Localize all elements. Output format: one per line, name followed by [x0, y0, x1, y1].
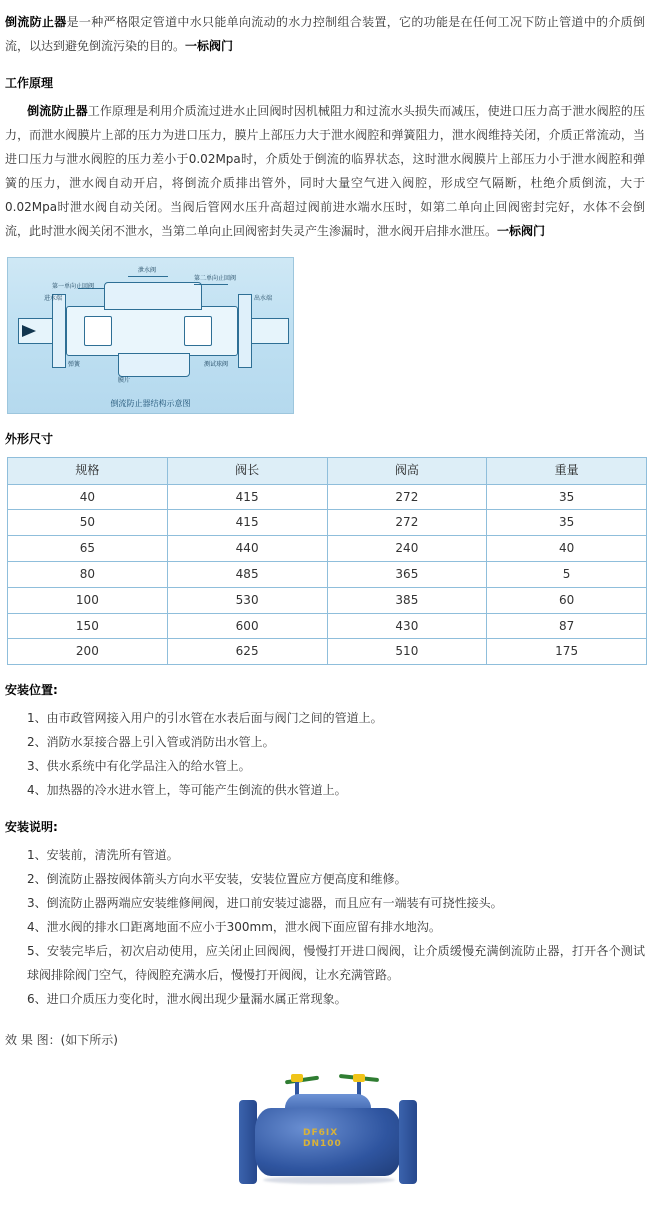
list-item: 2、消防水泵接合器上引入管或消防出水管上。 — [27, 734, 275, 749]
diagram-drain-chamber — [118, 353, 190, 377]
install-notes-list — [5, 843, 645, 1011]
table-row — [8, 613, 647, 639]
valve-marking — [303, 1128, 342, 1151]
table-cell: 415 — [167, 484, 327, 510]
install-notes-title: 安装说明: — [5, 819, 58, 834]
list-item: 1、安装前，清洗所有管道。 — [27, 847, 179, 862]
intro-tail-brand: 一标阀门 — [185, 39, 234, 53]
table-cell: 440 — [167, 536, 327, 562]
table-cell: 600 — [167, 613, 327, 639]
intro-text: 是一种严格限定管道中水只能单向流动的水力控制组合装置，它的功能是在任何工况下防止管道中的介质倒流，以达到避免倒流污染的目的。 — [5, 15, 645, 53]
diagram-leader-line — [128, 276, 168, 277]
table-cell: 530 — [167, 587, 327, 613]
table-cell: 625 — [167, 639, 327, 665]
table-cell: 35 — [487, 510, 647, 536]
table-row — [8, 536, 647, 562]
table-cell: 50 — [8, 510, 168, 536]
diagram-inlet-flange — [52, 294, 66, 368]
valve-knob-left — [291, 1074, 303, 1082]
diagram-first-check-valve — [84, 316, 112, 346]
diagram-flow-arrow-icon — [22, 325, 36, 337]
dimensions-title: 外形尺寸 — [5, 431, 54, 446]
intro-lead: 倒流防止器 — [5, 15, 67, 29]
principle-tail-brand: 一标阀门 — [497, 223, 546, 238]
table-row — [8, 510, 647, 536]
principle-title: 工作原理 — [5, 76, 54, 90]
diagram-label-1: 第一单向止回阀 — [52, 282, 95, 290]
principle-paragraph — [5, 99, 645, 243]
install-position-list — [5, 706, 645, 802]
diagram-top-chamber — [104, 282, 202, 310]
table-cell: 240 — [327, 536, 487, 562]
table-header-cell: 重量 — [487, 457, 647, 484]
valve-marking-line2: DN100 — [303, 1138, 342, 1149]
diagram-outlet-flange — [238, 294, 252, 368]
table-cell: 272 — [327, 484, 487, 510]
table-cell: 87 — [487, 613, 647, 639]
valve-knob-right — [353, 1074, 365, 1082]
diagram-label-5: 测试球阀 — [204, 360, 229, 368]
intro-paragraph — [5, 10, 645, 58]
table-cell: 510 — [327, 639, 487, 665]
diagram-label-4: 出水端 — [254, 294, 273, 302]
valve-flange-right — [399, 1100, 417, 1184]
table-cell: 150 — [8, 613, 168, 639]
table-row — [8, 484, 647, 510]
table-cell: 5 — [487, 561, 647, 587]
table-cell: 415 — [167, 510, 327, 536]
list-item: 5、安装完毕后，初次启动使用，应关闭止回阀阀，慢慢打开进口阀阀，让介质缓慢充满倒流防止器，打开各个测试球阀排除阀门空气，待阀腔充满水后，慢慢打开阀阀，让水充满管路。 — [27, 943, 645, 982]
structure-diagram — [7, 257, 294, 414]
principle-lead: 倒流防止器 — [27, 103, 88, 118]
table-row — [8, 561, 647, 587]
table-cell: 40 — [487, 536, 647, 562]
table-cell: 200 — [8, 639, 168, 665]
list-item: 3、倒流防止器两端应安装维修闸阀，进口前安装过滤器，而且应有一端装有可挠性接头。 — [27, 895, 503, 910]
diagram-leader-line — [194, 284, 228, 285]
product-photo — [5, 1058, 650, 1203]
principle-text: 工作原理是利用介质流过进水止回阀时因机械阻力和过流水头损失而减压，使进口压力高于泄水阀腔的压力，而泄水阀膜片上部的压力为进口压力，膜片上部压力大于泄水阀腔和弹簧阻力，泄水阀维持关闭，介质正常流动，当进口压力与泄水阀腔的压力差小于0.02Mpa时，介质处于倒流的临界状态，这时泄水阀膜片上部压力小于泄水阀腔和弹簧的压力，泄水阀自动开启，将倒流介质排出管外，同时大量空气进入阀腔，形成空气隔断，杜绝介质倒流，大于0.02Mpa时泄水阀自动关闭。当阀后管网水压升高超过阀前进水端水压时，如第二单向止回阀密封完好，水体不会倒流，此时泄水阀关闭不泄水，当第二单向止回阀密封失灵产生渗漏时，泄水阀开启排水泄压。 — [5, 103, 645, 238]
table-cell: 35 — [487, 484, 647, 510]
table-row — [8, 639, 647, 665]
table-cell: 175 — [487, 639, 647, 665]
diagram-second-check-valve — [184, 316, 212, 346]
effect-label: 效 果 图：(如下所示) — [5, 1032, 118, 1047]
list-item: 6、进口介质压力变化时，泄水阀出现少量漏水属正常现象。 — [27, 991, 347, 1006]
table-cell: 385 — [327, 587, 487, 613]
table-cell: 365 — [327, 561, 487, 587]
dimensions-table — [7, 457, 647, 666]
table-cell: 65 — [8, 536, 168, 562]
table-cell: 272 — [327, 510, 487, 536]
diagram-outlet-pipe — [251, 318, 289, 344]
list-item: 4、加热器的冷水进水管上，等可能产生倒流的供水管道上。 — [27, 782, 347, 797]
list-item: 4、泄水阀的排水口距离地面不应小于300mm，泄水阀下面应留有排水地沟。 — [27, 919, 441, 934]
table-header-row — [8, 457, 647, 484]
table-header-cell: 阀高 — [327, 457, 487, 484]
list-item: 2、倒流防止器按阀体箭头方向水平安装，安装位置应方便高度和维修。 — [27, 871, 407, 886]
diagram-label-2: 泄水阀 — [138, 266, 157, 274]
install-position-title: 安装位置: — [5, 683, 58, 698]
table-cell: 60 — [487, 587, 647, 613]
table-cell: 100 — [8, 587, 168, 613]
diagram-label-6: 弹簧 — [68, 360, 81, 368]
list-item: 1、由市政管网接入用户的引水管在水表后面与阀门之间的管道上。 — [27, 710, 383, 725]
diagram-label-3: 第二单向止回阀 — [194, 274, 237, 282]
table-cell: 485 — [167, 561, 327, 587]
diagram-label-0: 进水端 — [44, 294, 63, 302]
list-item: 3、供水系统中有化学品注入的给水管上。 — [27, 758, 251, 773]
valve-illustration — [233, 1064, 423, 1199]
diagram-caption: 倒流防止器结构示意图 — [110, 399, 191, 409]
table-cell: 40 — [8, 484, 168, 510]
table-row — [8, 587, 647, 613]
diagram-label-7: 膜片 — [118, 376, 131, 384]
valve-marking-line1: DF6IX — [303, 1127, 339, 1138]
table-header-cell: 规格 — [8, 457, 168, 484]
table-cell: 430 — [327, 613, 487, 639]
table-header-cell: 阀长 — [167, 457, 327, 484]
table-cell: 80 — [8, 561, 168, 587]
valve-shadow — [263, 1176, 395, 1184]
